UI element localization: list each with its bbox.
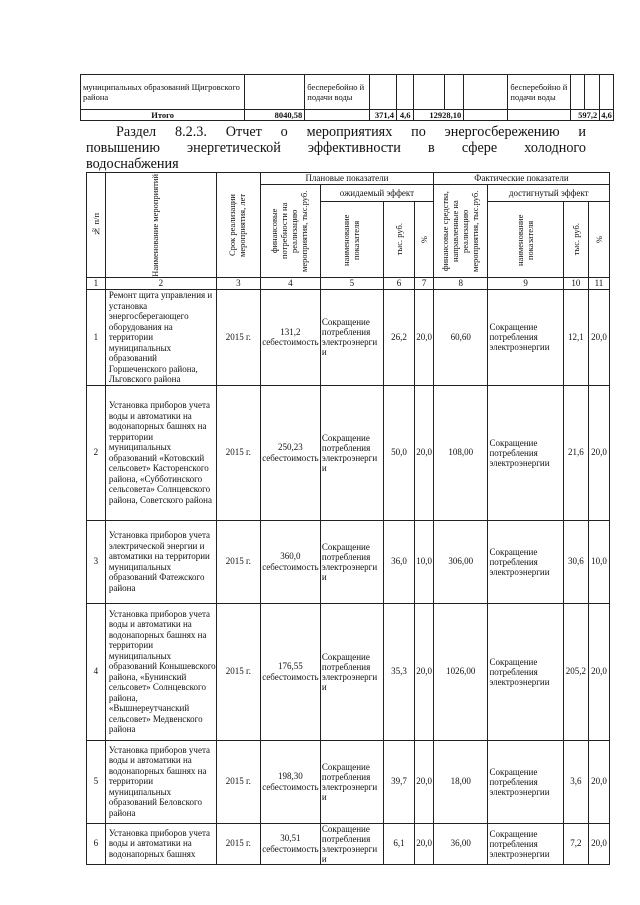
plan-indicator-cell: Сокращение потребления электроэнерги и — [320, 290, 383, 386]
plan-rub-cell: 39,7 — [383, 740, 414, 823]
continuation-plan-effect: бесперебойно й подачи воды — [305, 75, 369, 110]
fact-indicator-cell: Сокращение потребления электроэнергии — [488, 520, 563, 603]
fact-pct-cell: 20,0 — [588, 385, 609, 520]
fact-pct-cell: 20,0 — [588, 740, 609, 823]
section-heading — [86, 124, 586, 172]
plan-cost-cell: 250,23 себестоимость — [260, 385, 320, 520]
header-fact-rub: тыс. руб. — [563, 202, 588, 278]
table-row — [87, 823, 610, 864]
row-number: 4 — [87, 603, 106, 740]
plan-indicator-cell: Сокращение потребления электроэнерги и — [320, 520, 383, 603]
continuation-measure: муниципальных образований Щигровского района — [81, 75, 245, 110]
header-term: Срок реализации мероприятия, лет — [216, 173, 260, 278]
fact-indicator-cell: Сокращение потребления электроэнергии — [488, 740, 563, 823]
plan-pct-cell: 10,0 — [415, 520, 434, 603]
term-cell: 2015 г. — [216, 385, 260, 520]
plan-pct-cell: 20,0 — [415, 385, 434, 520]
col-number: 4 — [260, 278, 320, 290]
header-plan-rub: тыс. руб. — [383, 202, 414, 278]
row-number: 2 — [87, 385, 106, 520]
total-plan-pct: 4,6 — [397, 110, 414, 121]
continuation-row — [81, 75, 614, 110]
measure-name: Установка приборов учета воды и автоматики на водонапорных башнях на территории муниципальных образований Беловского района — [105, 740, 216, 823]
header-fact-group: Фактические показатели — [433, 173, 609, 185]
header-expected-effect: ожидаемый эффект — [320, 184, 433, 202]
fact-rub-cell: 7,2 — [563, 823, 588, 864]
fact-rub-cell: 30,6 — [563, 520, 588, 603]
plan-indicator-cell: Сокращение потребления электроэнерги и — [320, 603, 383, 740]
fact-cost-cell: 108,00 — [433, 385, 487, 520]
col-number: 9 — [488, 278, 563, 290]
col-number: 10 — [563, 278, 588, 290]
term-cell: 2015 г. — [216, 520, 260, 603]
fact-pct-cell: 20,0 — [588, 823, 609, 864]
plan-rub-cell: 35,3 — [383, 603, 414, 740]
fact-pct-cell: 20,0 — [588, 603, 609, 740]
fact-cost-cell: 36,00 — [433, 823, 487, 864]
plan-cost-cell: 176,55 себестоимость — [260, 603, 320, 740]
table-row — [87, 603, 610, 740]
total-label: Итого — [81, 110, 245, 121]
col-number: 6 — [383, 278, 414, 290]
fact-cost-cell: 306,00 — [433, 520, 487, 603]
plan-rub-cell: 50,0 — [383, 385, 414, 520]
plan-indicator-cell: Сокращение потребления электроэнерги и — [320, 823, 383, 864]
col-number: 5 — [320, 278, 383, 290]
fact-rub-cell: 3,6 — [563, 740, 588, 823]
col-number: 7 — [415, 278, 434, 290]
col-number: 11 — [588, 278, 609, 290]
col-number: 1 — [87, 278, 106, 290]
header-fact-cost: финансовые средства, направленные на реализацию мероприятия, тыс.руб. — [433, 184, 487, 278]
total-row — [81, 110, 614, 121]
header-row-1 — [87, 173, 610, 185]
plan-pct-cell: 20,0 — [415, 740, 434, 823]
measure-name: Установка приборов учета электрической энергии и автоматики на территории муниципальных образований Фатежского района — [105, 520, 216, 603]
fact-rub-cell: 205,2 — [563, 603, 588, 740]
header-plan-cost: финансовые потребности на реализацию мероприятия, тыс.руб. — [260, 184, 320, 278]
col-number: 2 — [105, 278, 216, 290]
plan-cost-cell: 198,30 себестоимость — [260, 740, 320, 823]
table-row — [87, 520, 610, 603]
measure-name: Установка приборов учета воды и автоматики на водонапорных башнях — [105, 823, 216, 864]
term-cell: 2015 г. — [216, 603, 260, 740]
report-rows — [87, 290, 610, 865]
row-number: 5 — [87, 740, 106, 823]
total-plan-rub: 371,4 — [369, 110, 396, 121]
header-achieved-effect: достигнутый эффект — [488, 184, 610, 202]
fact-pct-cell: 10,0 — [588, 520, 609, 603]
fact-indicator-cell: Сокращение потребления электроэнергии — [488, 385, 563, 520]
fact-indicator-cell: Сокращение потребления электроэнергии — [488, 290, 563, 386]
fact-indicator-cell: Сокращение потребления электроэнергии — [488, 823, 563, 864]
header-plan-pct: % — [415, 202, 434, 278]
measure-name: Установка приборов учета воды и автоматики на водонапорных башнях на территории муниципальных образований Конышевского района, «Бунинский сельсовет» Солнцевского района, «Вышнереутчанский сельсовет» Медвенского района — [105, 603, 216, 740]
plan-pct-cell: 20,0 — [415, 290, 434, 386]
total-fact-rub: 597,2 — [571, 110, 600, 121]
heading-line-1: Раздел 8.2.3. Отчет о мероприятиях по энергосбережению и — [116, 124, 586, 140]
header-plan-indicator: наименование показателя — [320, 202, 383, 278]
col-number: 3 — [216, 278, 260, 290]
header-num: № п/п — [87, 173, 106, 278]
table-row — [87, 290, 610, 386]
total-fact-cost: 12928,10 — [414, 110, 464, 121]
plan-cost-cell: 30,51 себестоимость — [260, 823, 320, 864]
total-fact-pct: 4,6 — [601, 110, 612, 120]
term-cell: 2015 г. — [216, 823, 260, 864]
header-fact-indicator: наименование показателя — [488, 202, 563, 278]
col-number: 8 — [433, 278, 487, 290]
report-table — [86, 172, 610, 865]
continuation-fact-effect: бесперебойно й подачи воды — [508, 75, 571, 110]
header-plan-group: Плановые показатели — [260, 173, 433, 185]
header-name: Наименование мероприятий — [105, 173, 216, 278]
measure-name: Ремонт щита управления и установка энергосберегающего оборудования на территории муниципальных образований Горшеченского района, Льговского района — [105, 290, 216, 386]
row-number: 6 — [87, 823, 106, 864]
plan-indicator-cell: Сокращение потребления электроэнерги и — [320, 740, 383, 823]
plan-pct-cell: 20,0 — [415, 603, 434, 740]
plan-rub-cell: 6,1 — [383, 823, 414, 864]
fact-pct-cell: 20,0 — [588, 290, 609, 386]
plan-rub-cell: 36,0 — [383, 520, 414, 603]
heading-line-3: водоснабжения — [86, 156, 179, 172]
total-plan-cost: 8040,58 — [245, 110, 305, 121]
fact-cost-cell: 18,00 — [433, 740, 487, 823]
header-fact-pct: % — [588, 202, 609, 278]
row-number: 3 — [87, 520, 106, 603]
plan-cost-cell: 131,2 себестоимость — [260, 290, 320, 386]
measure-name: Установка приборов учета воды и автоматики на водонапорных башнях на территории муниципальных образований «Котовский сельсовет» Касторенского района, «Субботинского сельсовета» Солнцевского района, Советского района — [105, 385, 216, 520]
row-number: 1 — [87, 290, 106, 386]
fact-rub-cell: 21,6 — [563, 385, 588, 520]
fact-indicator-cell: Сокращение потребления электроэнергии — [488, 603, 563, 740]
table-row — [87, 740, 610, 823]
plan-rub-cell: 26,2 — [383, 290, 414, 386]
column-numbers-row — [87, 278, 610, 290]
table-row — [87, 385, 610, 520]
continuation-table — [80, 74, 614, 121]
fact-cost-cell: 1026,00 — [433, 603, 487, 740]
plan-indicator-cell: Сокращение потребления электроэнерги и — [320, 385, 383, 520]
fact-cost-cell: 60,60 — [433, 290, 487, 386]
term-cell: 2015 г. — [216, 290, 260, 386]
plan-pct-cell: 20,0 — [415, 823, 434, 864]
term-cell: 2015 г. — [216, 740, 260, 823]
plan-cost-cell: 360,0 себестоимость — [260, 520, 320, 603]
fact-rub-cell: 12,1 — [563, 290, 588, 386]
heading-line-2: повышению энергетической эффективности в сфере холодного — [86, 140, 586, 156]
